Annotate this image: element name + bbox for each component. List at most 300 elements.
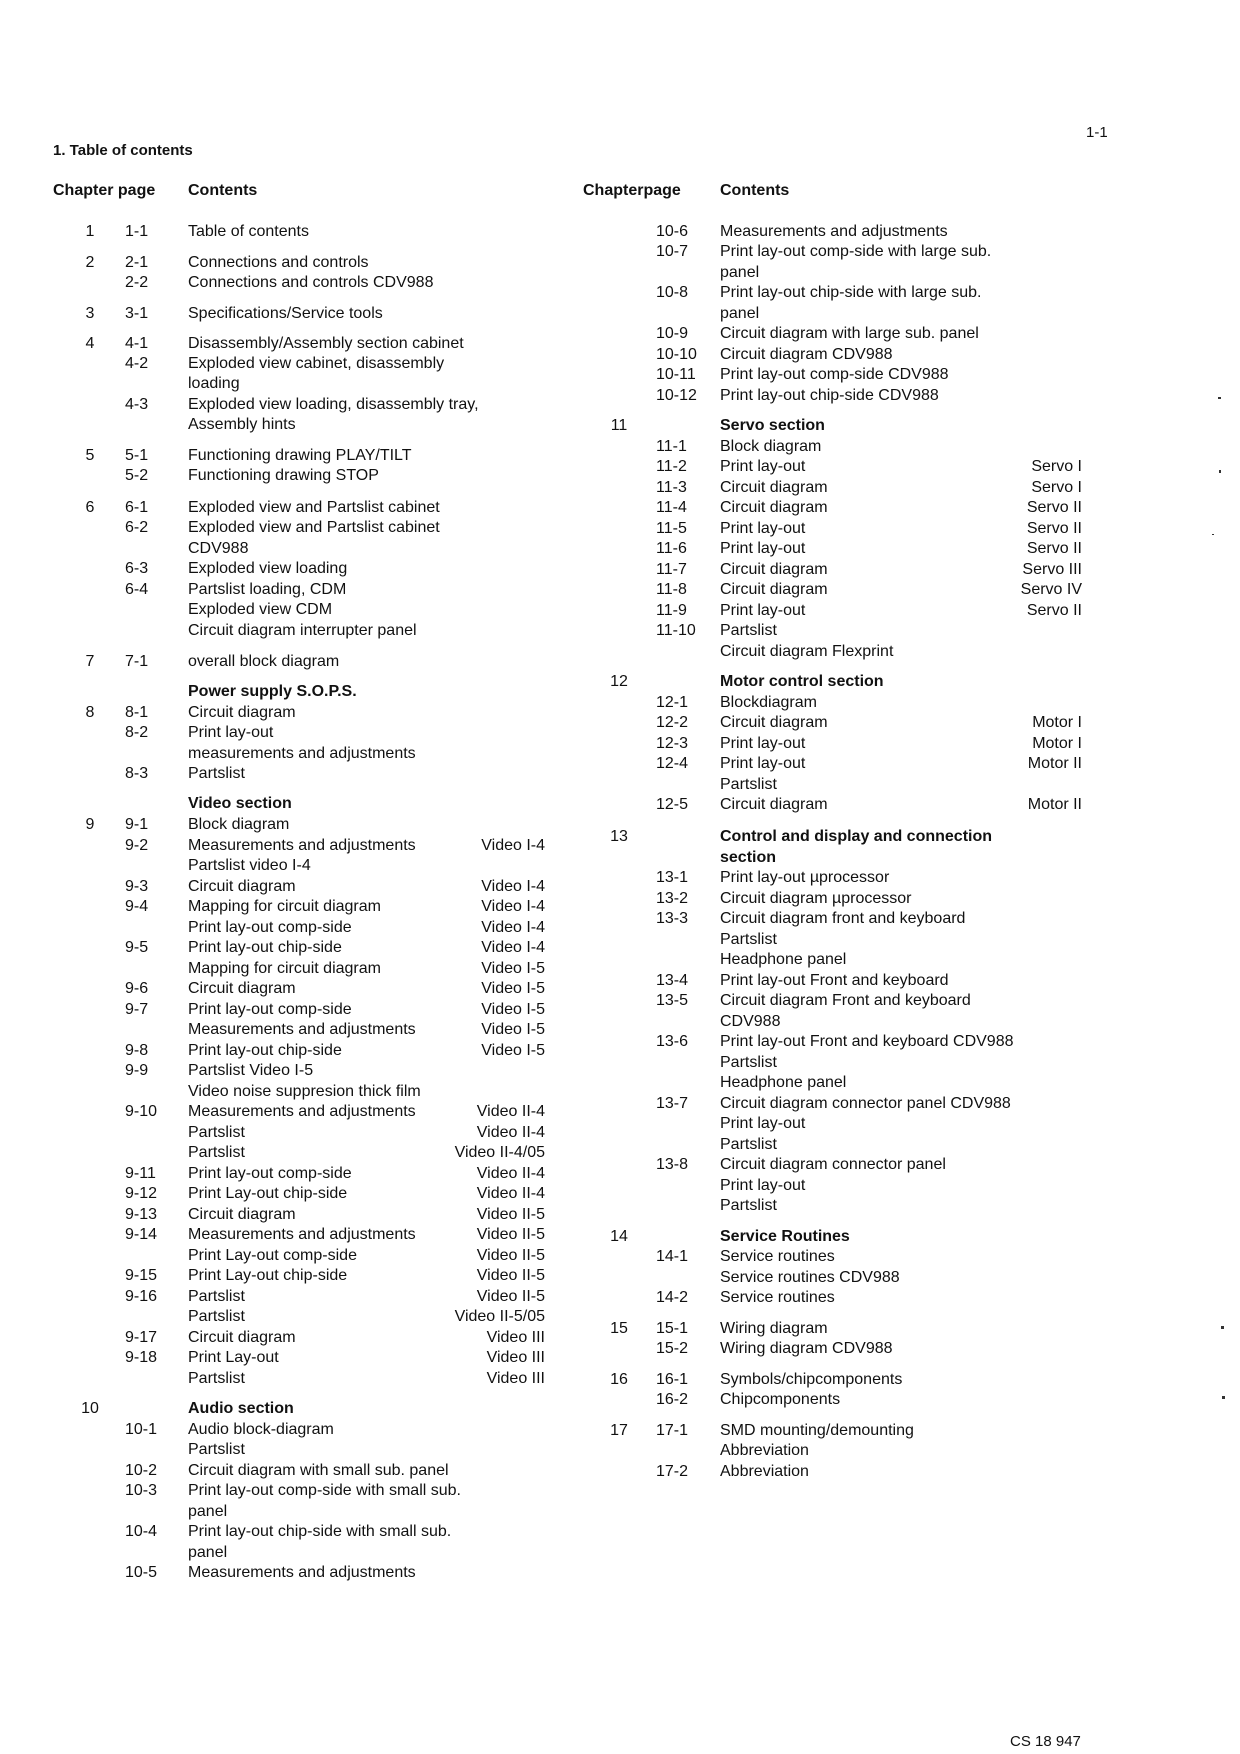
page-reference: 9-15 [125,1267,158,1284]
entry-title: Circuit diagram connector panel CDV988 [720,1095,1011,1112]
page-reference: 9-17 [125,1329,158,1346]
page-reference: 11-9 [656,602,687,619]
toc-entry [0,754,1082,773]
entry-board-tag: Motor I [1032,714,1082,731]
entry-title: Print lay-out comp-side [188,919,352,936]
toc-entry [0,304,1082,323]
entry-title: Circuit diagram [188,1329,296,1346]
page-reference: 9-11 [125,1165,156,1182]
entry-title: Print Lay-out [188,1349,279,1366]
entry-title: Video noise suppresion thick film [188,1083,421,1100]
page-reference: 13-3 [656,910,689,927]
entry-title: Print lay-out chip-side with large sub. [720,284,982,301]
page-reference: 12-2 [656,714,689,731]
page-reference: 9-7 [125,1001,149,1018]
chapter-number: 3 [85,305,95,322]
page-reference: 9-14 [125,1226,158,1243]
entry-title: Print lay-out comp-side [188,1165,352,1182]
entry-title: Circuit diagram [720,714,828,731]
section-heading: Service Routines [720,1228,850,1245]
scan-mark [1221,1326,1224,1329]
toc-entry [0,1012,1082,1031]
entry-title: Abbreviation [720,1463,809,1480]
entry-title: Service routines CDV988 [720,1269,900,1286]
toc-entry [0,1370,1082,1389]
entry-title: Blockdiagram [720,694,817,711]
entry-title: Circuit diagram [188,980,296,997]
toc-entry [0,672,1082,691]
entry-board-tag: Video I-5 [481,980,545,997]
entry-title: Headphone panel [720,951,847,968]
entry-title: Measurements and adjustments [188,1564,416,1581]
toc-entry [0,1135,1082,1154]
page-reference: 6-2 [125,519,149,536]
entry-title: Exploded view cabinet, disassembly [188,355,445,372]
entry-title: Partslist [188,1144,245,1161]
page-reference: 6-4 [125,581,149,598]
entry-title: Print lay-out [720,1115,806,1132]
entry-title: Print lay-out comp-side with large sub. [720,243,992,260]
chapter-number: 6 [85,499,95,516]
toc-entry [0,991,1082,1010]
entry-board-tag: Video II-5 [476,1206,545,1223]
toc-entry [0,775,1082,794]
page-reference: 16-2 [656,1391,689,1408]
entry-title: panel [188,1544,228,1561]
entry-title: Print lay-out chip-side CDV988 [720,387,939,404]
toc-entry [0,539,1082,558]
toc-entry [0,601,1082,620]
chapter-number: 4 [85,335,95,352]
toc-entry [0,1390,1082,1409]
page-reference: 10-1 [125,1421,158,1438]
entry-board-tag: Video II-4 [476,1185,545,1202]
document-code: CS 18 947 [1010,1733,1081,1750]
entry-title: Partslist video I-4 [188,857,311,874]
toc-entry [0,1032,1082,1051]
entry-title: Measurements and adjustments [188,1021,416,1038]
entry-title: Wiring diagram [720,1320,828,1337]
page-reference: 10-11 [656,366,696,383]
entry-board-tag: Video II-5 [476,1247,545,1264]
entry-board-tag: Video II-4 [476,1103,545,1120]
entry-title: SMD mounting/demounting [720,1422,914,1439]
page-reference: 11-3 [656,479,687,496]
entry-board-tag: Video II-4 [476,1165,545,1182]
toc-entry [0,1543,545,1562]
chapter-number: 11 [610,417,628,434]
page-reference: 15-1 [656,1320,689,1337]
entry-board-tag: Video III [486,1370,545,1387]
section-heading: Power supply S.O.P.S. [188,683,357,700]
right-header-contents: Contents [720,182,790,199]
chapter-number: 15 [610,1320,628,1337]
page-reference: 9-9 [125,1062,149,1079]
entry-title: Print lay-out [720,602,806,619]
chapter-number: 13 [610,828,628,845]
entry-board-tag: Video II-5 [476,1226,545,1243]
entry-title: Print lay-out [720,520,806,537]
entry-board-tag: Servo IV [1020,581,1082,598]
page-reference: 9-16 [125,1288,158,1305]
entry-title: Circuit diagram [188,1206,296,1223]
entry-title: Circuit diagram [188,878,296,895]
entry-title: Exploded view CDM [188,601,333,618]
entry-title: Partslist [188,765,245,782]
page-reference: 9-12 [125,1185,158,1202]
entry-title: measurements and adjustments [188,745,416,762]
page-reference: 12-1 [656,694,689,711]
page-reference: 17-2 [656,1463,689,1480]
toc-entry [0,930,1082,949]
entry-title: Symbols/chipcomponents [720,1371,903,1388]
toc-entry [0,1155,1082,1174]
page-reference: 2-1 [125,254,149,271]
toc-entry [0,693,1082,712]
toc-entry [0,560,1082,579]
page-reference: 4-1 [125,335,149,352]
page-reference: 13-4 [656,972,689,989]
page-reference: 9-18 [125,1349,158,1366]
page-reference: 4-3 [125,396,149,413]
entry-title: Partslist [188,1370,245,1387]
entry-title: Measurements and adjustments [188,1226,416,1243]
entry-title: Mapping for circuit diagram [188,898,381,915]
page-reference: 9-10 [125,1103,158,1120]
entry-title: Partslist [188,1124,245,1141]
page-number: 1-1 [1086,124,1108,141]
toc-entry [0,909,1082,928]
entry-title: Partslist [720,622,777,639]
page-reference: 17-1 [656,1422,689,1439]
page-reference: 10-5 [125,1564,158,1581]
entry-board-tag: Video I-4 [481,939,545,956]
entry-board-tag: Video III [486,1349,545,1366]
entry-title: Circuit diagram CDV988 [720,346,893,363]
entry-title: Print lay-out [720,540,806,557]
entry-title: Exploded view and Partslist cabinet [188,519,440,536]
entry-title: Audio block-diagram [188,1421,334,1438]
toc-entry [0,498,1082,517]
entry-board-tag: Servo III [1022,561,1082,578]
entry-title: Measurements and adjustments [188,1103,416,1120]
entry-title: Print lay-out [720,755,806,772]
entry-title: Print lay-out Front and keyboard CDV988 [720,1033,1014,1050]
toc-entry [0,848,1082,867]
scan-mark [1212,534,1214,535]
toc-entry [0,1502,545,1521]
page-reference: 11-1 [656,438,687,455]
toc-entry [0,1421,1082,1440]
entry-board-tag: Video I-4 [481,878,545,895]
entry-title: Wiring diagram CDV988 [720,1340,893,1357]
chapter-number: 8 [85,704,95,721]
toc-entry [0,734,1082,753]
toc-entry [0,283,1082,302]
entry-board-tag: Video I-5 [481,960,545,977]
page-reference: 1-1 [125,223,149,240]
toc-entry [0,1462,1082,1481]
entry-title: Connections and controls CDV988 [188,274,434,291]
page-reference: 11-4 [656,499,687,516]
toc-entry [0,621,1082,640]
entry-board-tag: Video III [486,1329,545,1346]
entry-title: Circuit diagram [720,796,828,813]
page-reference: 16-1 [656,1371,689,1388]
entry-title: CDV988 [720,1013,781,1030]
page-reference: 9-6 [125,980,149,997]
page-reference: 12-5 [656,796,689,813]
page-reference: 10-9 [656,325,689,342]
entry-board-tag: Servo II [1026,520,1082,537]
entry-title: Print lay-out comp-side with small sub. [188,1482,461,1499]
entry-title: Print lay-out Front and keyboard [720,972,949,989]
entry-title: Partslist [720,776,777,793]
page-reference: 9-2 [125,837,149,854]
entry-title: Print lay-out chip-side [188,1042,342,1059]
entry-title: Partslist [188,1308,245,1325]
toc-entry [0,1481,545,1500]
entry-board-tag: Video I-5 [481,1042,545,1059]
entry-board-tag: Video I-4 [481,919,545,936]
entry-title: Print Lay-out comp-side [188,1247,357,1264]
entry-board-tag: Video II-5/05 [454,1308,545,1325]
page-reference: 9-4 [125,898,149,915]
toc-entry [0,478,1082,497]
chapter-number: 5 [85,447,95,464]
page-reference: 11-5 [656,520,687,537]
entry-board-tag: Video II-5 [476,1288,545,1305]
toc-entry [0,950,1082,969]
entry-board-tag: Video I-5 [481,1021,545,1038]
scan-mark [1218,397,1221,399]
toc-entry [0,580,1082,599]
chapter-number: 2 [85,254,95,271]
entry-title: Exploded view loading, disassembly tray, [188,396,479,413]
toc-entry [0,1094,1082,1113]
chapter-number: 7 [85,653,95,670]
entry-title: Partslist loading, CDM [188,581,347,598]
entry-title: Headphone panel [720,1074,847,1091]
entry-title: Circuit diagram front and keyboard [720,910,966,927]
section-heading: Audio section [188,1400,294,1417]
entry-title: overall block diagram [188,653,340,670]
entry-title: Mapping for circuit diagram [188,960,381,977]
toc-entry [0,1288,1082,1307]
page-reference: 5-2 [125,467,149,484]
entry-title: Circuit diagram connector panel [720,1156,946,1173]
page-reference: 10-7 [656,243,689,260]
entry-board-tag: Video I-4 [481,898,545,915]
entry-title: Specifications/Service tools [188,305,383,322]
entry-title: Print lay-out [720,1177,806,1194]
entry-title: Partslist [720,1136,777,1153]
entry-board-tag: Motor II [1027,796,1082,813]
entry-board-tag: Servo I [1031,458,1082,475]
entry-title: Print lay-out [188,724,274,741]
section-heading: Control and display and connection [720,828,993,845]
entry-title: Circuit diagram [720,479,828,496]
entry-title: Circuit diagram with small sub. panel [188,1462,449,1479]
toc-entry [0,1441,1082,1460]
entry-board-tag: Video II-4/05 [454,1144,545,1161]
section-heading: section [720,849,777,866]
entry-board-tag: Servo II [1026,602,1082,619]
toc-entry [0,416,1082,435]
page-reference: 10-8 [656,284,689,301]
page-reference: 12-3 [656,735,689,752]
toc-entry [0,1176,1082,1195]
entry-title: Measurements and adjustments [720,223,948,240]
entry-title: panel [720,264,760,281]
page-reference: 5-1 [125,447,149,464]
entry-title: Measurements and adjustments [188,837,416,854]
page-reference: 11-7 [656,561,687,578]
entry-title: Disassembly/Assembly section cabinet [188,335,464,352]
page-reference: 13-8 [656,1156,689,1173]
entry-title: Connections and controls [188,254,369,271]
section-heading: Servo section [720,417,825,434]
left-header-contents: Contents [188,182,258,199]
chapter-number: 14 [610,1228,628,1245]
entry-title: Circuit diagram [720,499,828,516]
toc-entry [0,1522,545,1541]
entry-board-tag: Video I-5 [481,1001,545,1018]
entry-title: Print lay-out µprocessor [720,869,890,886]
page-reference: 14-2 [656,1289,689,1306]
toc-entry [0,827,1082,846]
page-reference: 10-6 [656,223,689,240]
entry-title: Circuit diagram Flexprint [720,643,894,660]
document-title: 1. Table of contents [53,142,193,159]
toc-entry [0,222,1082,241]
toc-entry [0,1196,1082,1215]
entry-title: Print lay-out chip-side with small sub. [188,1523,452,1540]
entry-title: Print Lay-out chip-side [188,1185,348,1202]
page-reference: 10-3 [125,1482,158,1499]
toc-entry [0,242,1082,261]
page-reference: 10-2 [125,1462,158,1479]
entry-title: panel [720,305,760,322]
toc-entry [0,1227,1082,1246]
toc-entry [0,1073,1082,1092]
section-heading: Video section [188,795,292,812]
chapter-number: 10 [81,1400,99,1417]
toc-entry [0,437,1082,456]
toc-entry [0,324,1082,343]
toc-entry [0,1319,1082,1338]
page-reference: 10-4 [125,1523,158,1540]
page-reference: 10-12 [656,387,697,404]
entry-title: Assembly hints [188,416,296,433]
page-reference: 4-2 [125,355,149,372]
page-reference: 13-1 [656,869,689,886]
entry-title: Exploded view loading [188,560,348,577]
left-header-chapter-page: Chapter page [53,182,156,199]
toc-entry [0,795,1082,814]
toc-entry [0,1339,1082,1358]
entry-title: Block diagram [188,816,290,833]
entry-title: Exploded view and Partslist cabinet [188,499,440,516]
page-reference: 13-2 [656,890,689,907]
entry-title: Chipcomponents [720,1391,841,1408]
entry-board-tag: Video I-4 [481,837,545,854]
entry-title: Partslist [720,1054,777,1071]
section-heading: Motor control section [720,673,884,690]
entry-title: Print lay-out comp-side [188,1001,352,1018]
page-reference: 8-1 [125,704,149,721]
entry-title: Circuit diagram Front and keyboard [720,992,971,1009]
page-reference: 6-1 [125,499,149,516]
chapter-number: 17 [610,1422,628,1439]
toc-entry [0,519,1082,538]
entry-board-tag: Servo II [1026,540,1082,557]
toc-entry [0,889,1082,908]
page-reference: 11-10 [656,622,696,639]
page-reference: 11-6 [656,540,687,557]
entry-title: Functioning drawing STOP [188,467,379,484]
page-reference: 6-3 [125,560,149,577]
toc-entry [0,457,1082,476]
entry-board-tag: Video II-4 [476,1124,545,1141]
entry-title: Service routines [720,1289,835,1306]
chapter-number: 1 [85,223,95,240]
entry-title: Circuit diagram [720,561,828,578]
page-reference: 9-8 [125,1042,149,1059]
entry-title: Partslist Video I-5 [188,1062,314,1079]
page-reference: 2-2 [125,274,149,291]
page-reference: 8-2 [125,724,149,741]
toc-entry [0,642,1082,661]
page-reference: 9-1 [125,816,149,833]
page-reference: 11-8 [656,581,687,598]
entry-title: Functioning drawing PLAY/TILT [188,447,412,464]
toc-entry [0,345,1082,364]
entry-title: Abbreviation [720,1442,809,1459]
entry-title: Print lay-out chip-side [188,939,342,956]
entry-board-tag: Servo II [1026,499,1082,516]
entry-title: Print lay-out [720,458,806,475]
page-reference: 3-1 [125,305,149,322]
entry-title: Partslist [720,1197,777,1214]
toc-entry [0,365,1082,384]
page-reference: 7-1 [125,653,149,670]
toc-entry [0,386,1082,405]
page-reference: 9-5 [125,939,149,956]
entry-title: Circuit diagram [720,581,828,598]
toc-entry [0,1053,1082,1072]
entry-board-tag: Motor II [1027,755,1082,772]
entry-title: panel [188,1503,228,1520]
page-reference: 11-2 [656,458,687,475]
toc-entry [0,713,1082,732]
chapter-number: 16 [610,1371,628,1388]
scan-mark [1222,1396,1225,1399]
right-header-chapter-page: Chapterpage [583,182,681,199]
toc-entry [0,1247,1082,1266]
page-reference: 14-1 [656,1248,689,1265]
entry-board-tag: Servo I [1031,479,1082,496]
entry-title: Partslist [188,1288,245,1305]
entry-board-tag: Motor I [1032,735,1082,752]
entry-title: Partslist [720,931,777,948]
entry-title: Partslist [188,1441,245,1458]
page-reference: 13-5 [656,992,689,1009]
scan-mark [1219,470,1221,473]
toc-entry [0,1268,1082,1287]
entry-title: Circuit diagram µprocessor [720,890,912,907]
entry-title: Print Lay-out chip-side [188,1267,348,1284]
